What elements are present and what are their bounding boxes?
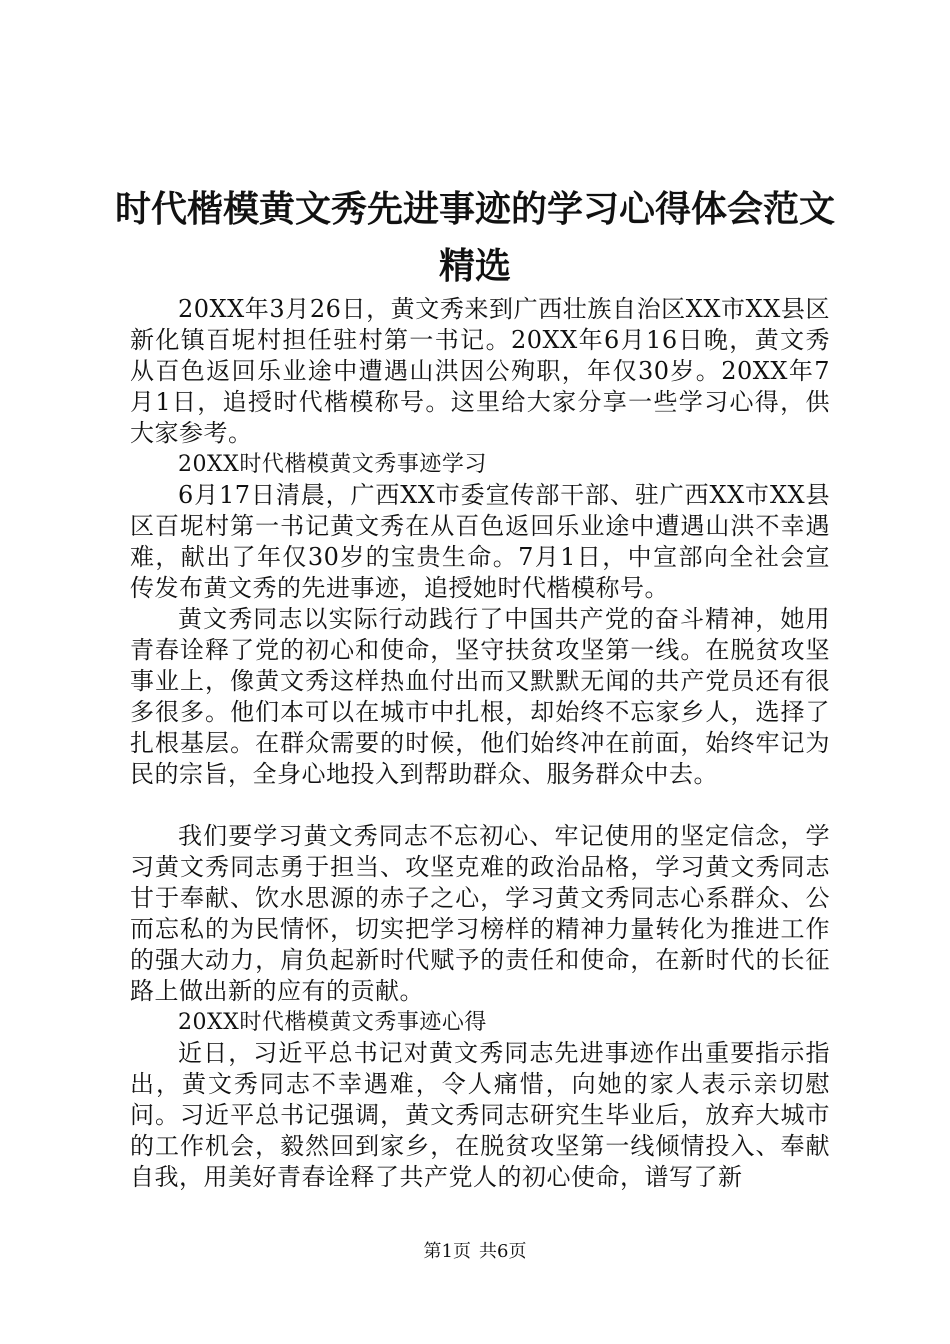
- paragraph-recent: 近日，习近平总书记对黄文秀同志先进事迹作出重要指示指出，黄文秀同志不幸遇难，令人痛惜，向她的家人表示亲切慰问。习近平总书记强调，黄文秀同志研究生毕业后，放弃大城市的工作机会，毅然回到家乡，在脱贫攻坚第一线倾情投入、奉献自我，用美好青春诠释了共产党人的初心使命，谱写了新: [130, 1039, 830, 1191]
- section-heading-experience: 20XX时代楷模黄文秀事迹心得: [178, 1010, 487, 1035]
- section-heading-study: 20XX时代楷模黄文秀事迹学习: [178, 452, 487, 477]
- paragraph-learn: 我们要学习黄文秀同志不忘初心、牢记使用的坚定信念，学习黄文秀同志勇于担当、攻坚克难的政治品格，学习黄文秀同志甘于奉献、饮水思源的赤子之心，学习黄文秀同志心系群众、公而忘私的为民情怀，切实把学习榜样的精神力量转化为推进工作的强大动力，肩负起新时代赋予的责任和使命，在新时代的长征路上做出新的应有的贡献。: [130, 822, 830, 1005]
- document-title-line-2: 精选: [438, 246, 511, 287]
- document-body: [130, 294, 830, 1193]
- paragraph-intro: 20XX年3月26日，黄文秀来到广西壮族自治区XX市XX县区新化镇百坭村担任驻村第一书记。20XX年6月16日晚，黄文秀从百色返回乐业途中遭遇山洪因公殉职，年仅30岁。20XX年7月1日，追授时代楷模称号。这里给大家分享一些学习心得，供大家参考。: [130, 295, 830, 447]
- paragraph-event: 6月17日清晨，广西XX市委宣传部干部、驻广西XX市XX县区百坭村第一书记黄文秀在从百色返回乐业途中遭遇山洪不幸遇难，献出了年仅30岁的宝贵生命。7月1日，中宣部向全社会宣传发布黄文秀的先进事迹，追授她时代楷模称号。: [130, 481, 830, 602]
- page-number-current: 第1页: [423, 1241, 471, 1262]
- document-title-line-1: 时代楷模黄文秀先进事迹的学习心得体会范文: [114, 189, 835, 230]
- page-number-total: 共6页: [479, 1241, 527, 1262]
- page-footer: [0, 1240, 950, 1264]
- paragraph-spirit: 黄文秀同志以实际行动践行了中国共产党的奋斗精神，她用青春诠释了党的初心和使命，坚守扶贫攻坚第一线。在脱贫攻坚事业上，像黄文秀这样热血付出而又默默无闻的共产党员还有很多很多。他们本可以在城市中扎根，却始终不忘家乡人，选择了扎根基层。在群众需要的时候，他们始终冲在前面，始终牢记为民的宗旨，全身心地投入到帮助群众、服务群众中去。: [130, 605, 830, 788]
